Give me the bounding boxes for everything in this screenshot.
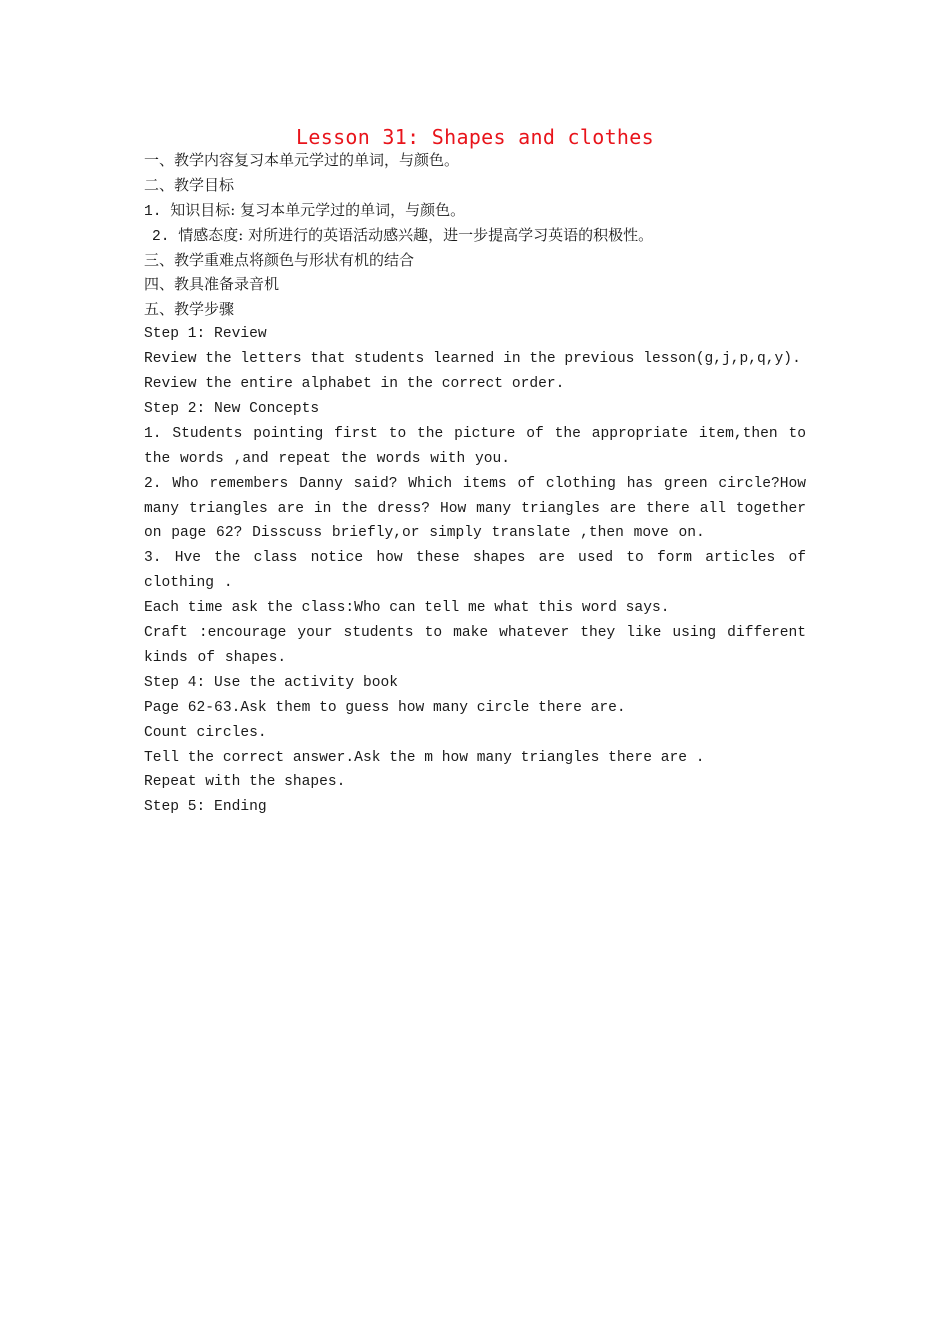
- content-heading: 一、教学内容复习本单元学过的单词，与颜色。: [144, 151, 460, 169]
- step5-heading: Step 5: Ending: [144, 799, 267, 816]
- step1-line2: Review the entire alphabet in the correct order.: [144, 376, 565, 393]
- objectives-heading: 二、教学目标: [144, 175, 235, 194]
- objective-2: [144, 223, 806, 248]
- step4-line4: Repeat with the shapes.: [144, 774, 346, 791]
- step1-line1: Review the letters that students learned in the previous lesson(g,j,p,q,y).: [144, 351, 801, 368]
- objective-2-number: 2.: [152, 228, 179, 245]
- step1-heading: Step 1: Review: [144, 326, 267, 343]
- objective-1-text: 知识目标: 复习本单元学过的单词，与颜色。: [170, 200, 466, 219]
- steps-heading: 五、教学步骤: [144, 300, 235, 319]
- step4-line2: Count circles.: [144, 724, 267, 741]
- step2-each-time: Each time ask the class:Who can tell me what this word says.: [144, 600, 670, 617]
- lesson-title: Lesson 31: Shapes and clothes: [296, 125, 654, 149]
- objective-1: [144, 198, 806, 223]
- objective-2-text: 情感态度: 对所进行的英语活动感兴趣，进一步提高学习英语的积极性。: [178, 225, 654, 244]
- step2-heading: Step 2: New Concepts: [144, 400, 320, 417]
- step2-item2: 2. Who remembers Danny said? Which items of clothing has green circle?How many triangles are in the dress? How many triangles are there all together on page 62? Disscuss briefly,or simply translate ,then move on.: [144, 475, 806, 542]
- step4-heading: Step 4: Use the activity book: [144, 674, 398, 691]
- step2-item3: 3. Hve the class notice how these shapes are used to form articles of clothing .: [144, 550, 806, 592]
- key-points: 三、教学重难点将颜色与形状有机的结合: [144, 250, 415, 269]
- materials: 四、教具准备录音机: [144, 275, 280, 294]
- step2-item1: 1. Students pointing first to the picture of the appropriate item,then to the words ,and repeat the words with you.: [144, 425, 806, 467]
- document-body: [144, 148, 806, 820]
- step4-line1: Page 62-63.Ask them to guess how many circle there are.: [144, 699, 626, 716]
- craft: Craft :encourage your students to make whatever they like using different kinds of shapes.: [144, 625, 806, 666]
- step4-line3: Tell the correct answer.Ask the m how many triangles there are .: [144, 749, 705, 766]
- objective-1-number: 1.: [144, 203, 171, 220]
